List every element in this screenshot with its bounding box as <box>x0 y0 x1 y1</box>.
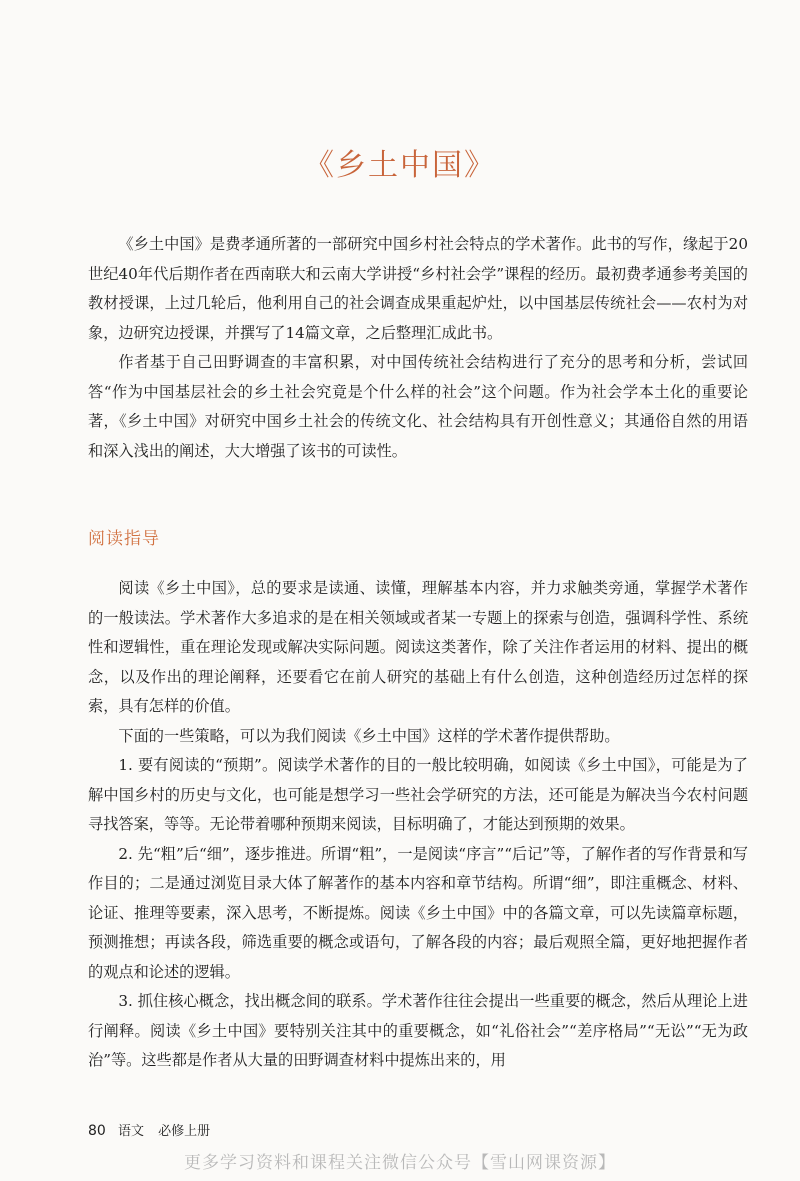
watermark-text: 更多学习资料和课程关注微信公众号【雪山网课资源】 <box>184 1153 616 1173</box>
page-number: 80 <box>88 1123 106 1139</box>
guide-paragraph-strategy-1: 1. 要有阅读的“预期”。阅读学术著作的目的一般比较明确，如阅读《乡土中国》，可能是为了解中国乡村的历史与文化，也可能是想学习一些社会学研究的方法，还可能是为解决当今农村问题寻找答案，等等。无论带着哪种预期来阅读，目标明确了，才能达到预期的效果。 <box>88 756 748 833</box>
guide-paragraph-2: 下面的一些策略，可以为我们阅读《乡土中国》这样的学术著作提供帮助。 <box>118 726 620 745</box>
page-title: 《乡土中国》 <box>304 148 496 183</box>
guide-paragraph-strategy-3: 3. 抓住核心概念，找出概念间的联系。学术著作往往会提出一些重要的概念，然后从理论上进行阐释。阅读《乡土中国》要特别关注其中的重要概念，如“礼俗社会”“差序格局”“无讼”“无为政治”等。这些都是作者从大量的田野调查材料中提炼出来的，用 <box>88 992 748 1069</box>
guide-paragraph-1: 阅读《乡土中国》，总的要求是读通、读懂，理解基本内容，并力求触类旁通，掌握学术著作的一般读法。学术著作大多追求的是在相关领域或者某一专题上的探索与创造，强调科学性、系统性和逻辑性，重在理论发现或解决实际问题。阅读这类著作，除了关注作者运用的材料、提出的概念，以及作出的理论阐释，还要看它在前人研究的基础上有什么创造，这种创造经历过怎样的探索，具有怎样的价值。 <box>88 579 748 715</box>
footer-book-title: 语文 <box>117 1124 144 1139</box>
intro-section <box>88 230 748 466</box>
intro-paragraph-1: 《乡土中国》是费孝通所著的一部研究中国乡村社会特点的学术著作。此书的写作，缘起于20世纪40年代后期作者在西南联大和云南大学讲授“乡村社会学”课程的经历。最初费孝通参考美国的教材授课，上过几轮后，他利用自己的社会调查成果重起炉灶，以中国基层传统社会——农村为对象，边研究边授课，并撰写了14篇文章，之后整理汇成此书。 <box>88 235 748 342</box>
reading-guide-section <box>88 574 748 1076</box>
footer-volume: 必修上册 <box>158 1124 211 1139</box>
guide-paragraph-strategy-2: 2. 先“粗”后“细”，逐步推进。所谓“粗”，一是阅读“序言”“后记”等，了解作者的写作背景和写作目的；二是通过浏览目录大体了解著作的基本内容和章节结构。所谓“细”，即注重概念、材料、论证、推理等要素，深入思考，不断提炼。阅读《乡土中国》中的各篇文章，可以先读篇章标题，预测推想；再读各段，筛选重要的概念或语句，了解各段的内容；最后观照全篇，更好地把握作者的观点和论述的逻辑。 <box>88 844 748 981</box>
page-footer <box>88 1120 210 1139</box>
intro-paragraph-2: 作者基于自己田野调查的丰富积累，对中国传统社会结构进行了充分的思考和分析，尝试回答“作为中国基层社会的乡土社会究竟是个什么样的社会”这个问题。作为社会学本土化的重要论著，《乡土中国》对研究中国乡土社会的传统文化、社会结构具有开创性意义；其通俗自然的用语和深入浅出的阐述，大大增强了该书的可读性。 <box>88 353 748 460</box>
section-heading-reading-guide: 阅读指导 <box>88 529 160 549</box>
